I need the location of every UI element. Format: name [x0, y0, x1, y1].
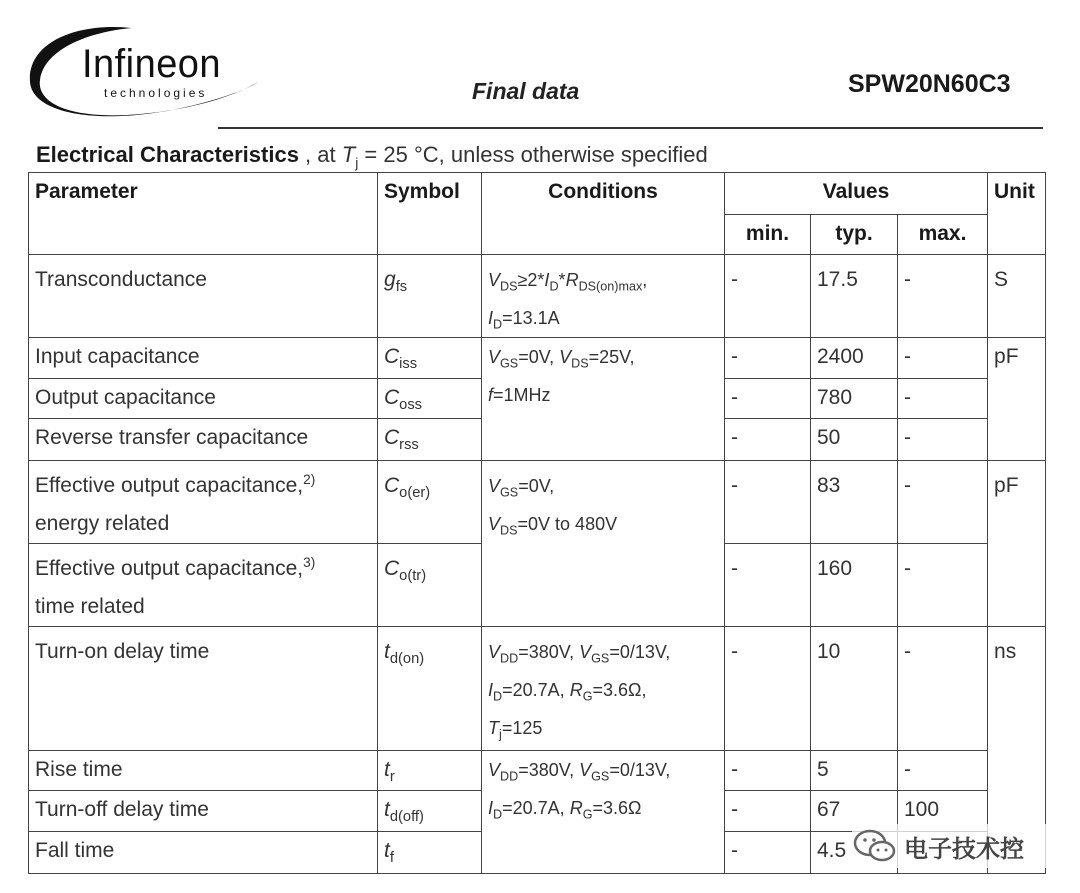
watermark-text: 电子技术控 — [904, 834, 1024, 863]
max-cell: - — [898, 461, 988, 544]
min-cell: - — [725, 751, 811, 791]
col-symbol: Symbol — [378, 173, 482, 255]
col-unit: Unit — [988, 173, 1046, 255]
param-cell: Reverse transfer capacitance — [29, 419, 378, 461]
typ-cell: 50 — [811, 419, 898, 461]
col-conditions: Conditions — [482, 173, 725, 255]
col-parameter: Parameter — [29, 173, 378, 255]
unit-cell: ns — [988, 627, 1046, 874]
header-rule — [218, 127, 1043, 129]
infineon-logo — [22, 20, 262, 130]
table-row — [29, 338, 1046, 379]
param-cell: Transconductance — [29, 255, 378, 338]
unit-cell: S — [988, 255, 1046, 338]
min-cell: - — [725, 832, 811, 874]
typ-cell: 67 — [811, 791, 898, 832]
watermark — [852, 824, 1052, 868]
table-row — [29, 255, 1046, 338]
col-max: max. — [898, 215, 988, 255]
min-cell: - — [725, 627, 811, 751]
symbol-cell: $C_{o(tr)}$ — [378, 544, 482, 627]
table-row — [29, 751, 1046, 791]
col-min: min. — [725, 215, 811, 255]
symbol-cell: $t_f$ — [378, 832, 482, 874]
conditions-cell: $V_{DD}=380V$, $V_{GS}=0/13V$, $I_D=20.7A$, $R_G=3.6\Omega$, $T_j=125$ — [482, 627, 725, 751]
conditions-cell: $V_{GS}=0V$, $V_{DS}=25V$, f=1MHz — [482, 338, 725, 461]
max-cell: - — [898, 255, 988, 338]
param-cell: Fall time — [29, 832, 378, 874]
typ-cell: 160 — [811, 544, 898, 627]
logo-name: Infineon — [82, 42, 222, 86]
max-cell: - — [898, 338, 988, 379]
col-values: Values — [725, 173, 988, 215]
max-cell: - — [898, 751, 988, 791]
max-cell: - — [898, 627, 988, 751]
part-number: SPW20N60C3 — [848, 70, 1011, 98]
param-cell: Effective output capacitance,$^{2)}$ energy related — [29, 461, 378, 544]
typ-cell: 83 — [811, 461, 898, 544]
min-cell: - — [725, 419, 811, 461]
min-cell: - — [725, 461, 811, 544]
document-header — [0, 0, 1080, 130]
min-cell: - — [725, 791, 811, 832]
min-cell: - — [725, 379, 811, 419]
conditions-cell: $V_{GS}=0V$, $V_{DS}=0V$ to 480V — [482, 461, 725, 627]
param-cell: Turn-on delay time — [29, 627, 378, 751]
section-subtitle: Electrical Characteristics , at $T_j = 25$ °C, unless otherwise specified — [36, 142, 708, 171]
conditions-cell: $V_{DS}\ge 2*I_D*R_{DS(on)max}$, $I_D=13.1A$ — [482, 255, 725, 338]
electrical-characteristics-table — [28, 172, 1046, 874]
table-row — [29, 627, 1046, 751]
symbol-cell: $g_{fs}$ — [378, 255, 482, 338]
symbol-cell: $C_{oss}$ — [378, 379, 482, 419]
param-cell: Effective output capacitance,$^{3)}$ time related — [29, 544, 378, 627]
param-cell: Input capacitance — [29, 338, 378, 379]
symbol-cell: $t_r$ — [378, 751, 482, 791]
unit-cell: pF — [988, 461, 1046, 627]
typ-cell: 780 — [811, 379, 898, 419]
typ-cell: 17.5 — [811, 255, 898, 338]
param-cell: Rise time — [29, 751, 378, 791]
col-typ: typ. — [811, 215, 898, 255]
min-cell: - — [725, 544, 811, 627]
wechat-icon — [852, 827, 898, 865]
logo-sub: technologies — [104, 86, 208, 100]
conditions-cell: $V_{DD}=380V$, $V_{GS}=0/13V$, $I_D=20.7A$, $R_G=3.6\Omega$ — [482, 751, 725, 874]
symbol-cell: $C_{o(er)}$ — [378, 461, 482, 544]
final-data-label: Final data — [472, 78, 580, 104]
typ-cell: 5 — [811, 751, 898, 791]
max-cell: - — [898, 544, 988, 627]
max-cell: 100 — [898, 791, 988, 832]
param-cell: Turn-off delay time — [29, 791, 378, 832]
typ-cell: 10 — [811, 627, 898, 751]
symbol-cell: $t_{d(on)}$ — [378, 627, 482, 751]
min-cell: - — [725, 338, 811, 379]
table-row — [29, 461, 1046, 544]
symbol-cell: $C_{rss}$ — [378, 419, 482, 461]
symbol-cell: $C_{iss}$ — [378, 338, 482, 379]
max-cell: - — [898, 419, 988, 461]
typ-cell: 2400 — [811, 338, 898, 379]
min-cell: - — [725, 255, 811, 338]
max-cell: - — [898, 379, 988, 419]
typ-cell: 4.5 — [811, 832, 898, 874]
unit-cell: pF — [988, 338, 1046, 461]
symbol-cell: $t_{d(off)}$ — [378, 791, 482, 832]
param-cell: Output capacitance — [29, 379, 378, 419]
